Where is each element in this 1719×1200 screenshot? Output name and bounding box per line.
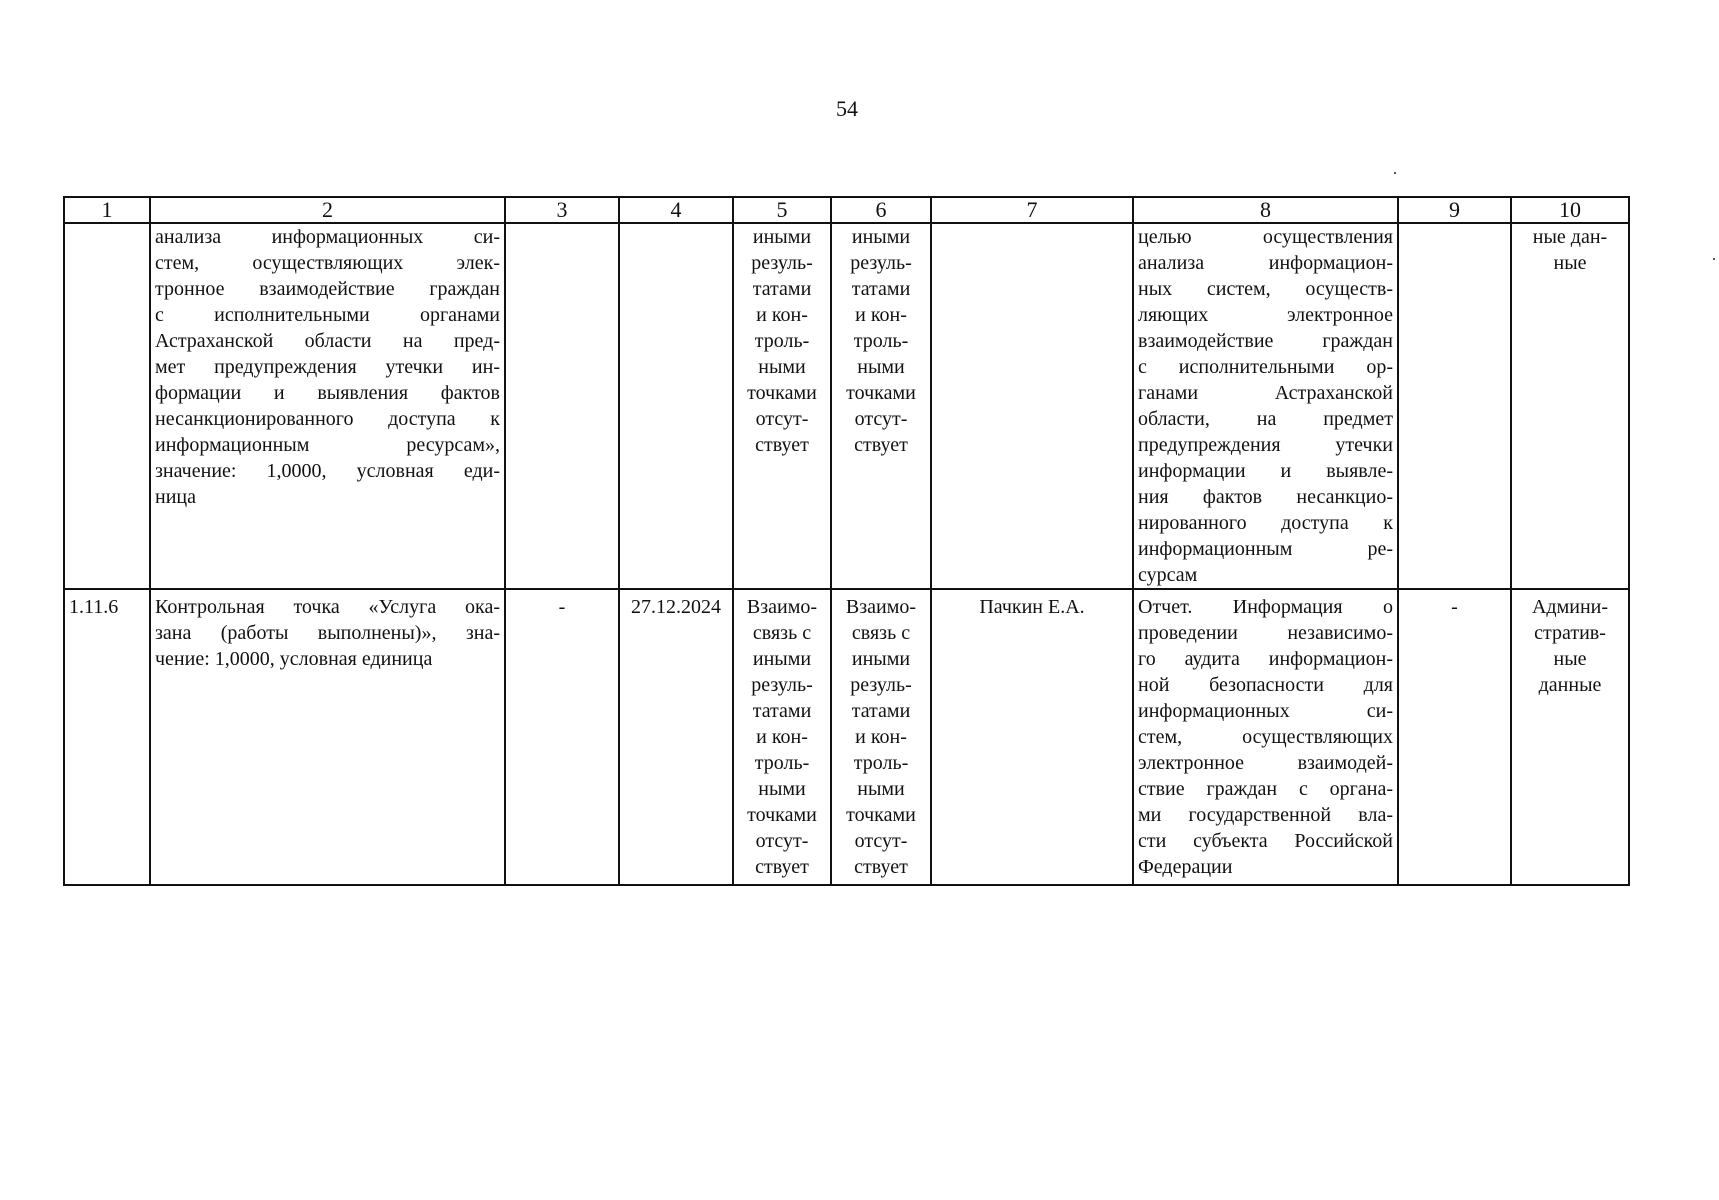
predecessor-cell bbox=[733, 589, 831, 885]
cell-line: нированного доступа к bbox=[1138, 512, 1393, 534]
cell-line: и кон- bbox=[756, 304, 808, 326]
start-date-cell bbox=[505, 223, 619, 589]
cell-line: Отчет. Информация о bbox=[1138, 596, 1393, 618]
header-cell: 9 bbox=[1398, 197, 1511, 223]
cell-line: взаимодействие граждан bbox=[1138, 330, 1393, 352]
cell-line: иными bbox=[752, 226, 812, 248]
header-cell: 2 bbox=[150, 197, 505, 223]
header-cell: 10 bbox=[1511, 197, 1629, 223]
predecessor-cell bbox=[733, 223, 831, 589]
result-description-cell bbox=[1133, 589, 1398, 885]
data-source-cell bbox=[1511, 223, 1629, 589]
cell-line: и кон- bbox=[756, 726, 808, 748]
responsible-cell: Пачкин Е.А. bbox=[931, 589, 1133, 885]
cell-line: информационных си- bbox=[1138, 700, 1393, 722]
cell-line: сти субъекта Российской bbox=[1138, 830, 1393, 852]
cell-line: предупреждения утечки bbox=[1138, 434, 1393, 456]
cell-line: отсут- bbox=[854, 830, 908, 852]
indicator-name-cell bbox=[150, 589, 505, 885]
table-row bbox=[64, 589, 1629, 885]
cell-line: информации и выявле- bbox=[1138, 460, 1393, 482]
cell-line: ствует bbox=[755, 434, 809, 456]
cell-line: с исполнительными органами bbox=[155, 304, 500, 326]
cell-line: резуль- bbox=[850, 252, 912, 274]
cell-line: ными bbox=[758, 778, 806, 800]
cell-line: отсут- bbox=[755, 408, 809, 430]
cell-line: резуль- bbox=[751, 252, 813, 274]
cell-line: связь с bbox=[752, 622, 812, 644]
cell-line: ными bbox=[758, 356, 806, 378]
cell-line: резуль- bbox=[751, 674, 813, 696]
cell-line: татами bbox=[752, 278, 812, 300]
cell-line: анализа информационных си- bbox=[155, 226, 500, 248]
header-cell: 4 bbox=[619, 197, 733, 223]
end-date-cell: 27.12.2024 bbox=[619, 589, 733, 885]
cell-line: связь с bbox=[851, 622, 911, 644]
cell-line: формации и выявления фактов bbox=[155, 382, 500, 404]
cell-line: Взаимо- bbox=[845, 596, 917, 618]
cell-line: ствие граждан с органа- bbox=[1138, 778, 1393, 800]
cell-line: стратив- bbox=[1534, 622, 1606, 644]
cell-line: отсут- bbox=[755, 830, 809, 852]
cell-line: точками bbox=[846, 804, 916, 826]
cell-line: с исполнительными ор- bbox=[1138, 356, 1393, 378]
scan-speck bbox=[1713, 258, 1715, 260]
cell-line: области, на предмет bbox=[1138, 408, 1393, 430]
cell-line: иными bbox=[851, 648, 911, 670]
cell-line: анализа информацион- bbox=[1138, 252, 1393, 274]
cell-line: целью осуществления bbox=[1138, 226, 1393, 248]
header-cell: 8 bbox=[1133, 197, 1398, 223]
cell-line: резуль- bbox=[850, 674, 912, 696]
cell-line: троль- bbox=[853, 330, 909, 352]
cell-line: ных систем, осуществ- bbox=[1138, 278, 1393, 300]
cell-line: значение: 1,0000, условная еди- bbox=[155, 460, 500, 482]
cell-line: мет предупреждения утечки ин- bbox=[155, 356, 500, 378]
cell-line: ствует bbox=[755, 856, 809, 878]
cell-line: троль- bbox=[853, 752, 909, 774]
cell-line: отсут- bbox=[854, 408, 908, 430]
page-number: 54 bbox=[836, 96, 858, 121]
cell-line: информационным ресурсам», bbox=[155, 434, 500, 456]
cell-line: ными bbox=[857, 356, 905, 378]
end-date-cell bbox=[619, 223, 733, 589]
cell-line: Федерации bbox=[1138, 856, 1233, 878]
cell-line: и кон- bbox=[855, 726, 907, 748]
header-cell: 1 bbox=[64, 197, 150, 223]
cell-line: татами bbox=[851, 700, 911, 722]
table-row bbox=[64, 223, 1629, 589]
cell-line: иными bbox=[752, 648, 812, 670]
row-number-cell bbox=[64, 223, 150, 589]
cell-line: ной безопасности для bbox=[1138, 674, 1393, 696]
header-cell: 6 bbox=[831, 197, 931, 223]
row-number-cell: 1.11.6 bbox=[64, 589, 150, 885]
cell-line: сурсам bbox=[1138, 564, 1198, 586]
cell-line: несанкционированного доступа к bbox=[155, 408, 500, 430]
cell-line: татами bbox=[752, 700, 812, 722]
cell-line: ствует bbox=[854, 856, 908, 878]
cell-line: информационным ре- bbox=[1138, 538, 1393, 560]
start-date-cell: - bbox=[505, 589, 619, 885]
cell-line: Взаимо- bbox=[746, 596, 818, 618]
successor-cell bbox=[831, 589, 931, 885]
cell-line: ми государственной вла- bbox=[1138, 804, 1393, 826]
cell-line: Админи- bbox=[1531, 596, 1609, 618]
scan-speck bbox=[1394, 172, 1396, 174]
cell-line: проведении независимо- bbox=[1138, 622, 1393, 644]
cell-line: чение: 1,0000, условная единица bbox=[155, 648, 433, 670]
document-table bbox=[63, 196, 1630, 886]
cell-line: го аудита информацион- bbox=[1138, 648, 1393, 670]
data-source-cell bbox=[1511, 589, 1629, 885]
cell-line: точками bbox=[747, 382, 817, 404]
cell-line: ствует bbox=[854, 434, 908, 456]
indicator-name-cell bbox=[150, 223, 505, 589]
cell-line: зана (работы выполнены)», зна- bbox=[155, 622, 500, 644]
cell-line: стем, осуществляющих bbox=[1138, 726, 1393, 748]
cell-line: ные bbox=[1553, 648, 1587, 670]
cell-line: электронное взаимодей- bbox=[1138, 752, 1393, 774]
cell-line: троль- bbox=[754, 752, 810, 774]
cell-line: ганами Астраханской bbox=[1138, 382, 1393, 404]
cell-line: Контрольная точка «Услуга ока- bbox=[155, 596, 500, 618]
successor-cell bbox=[831, 223, 931, 589]
table-header-row bbox=[64, 197, 1629, 223]
header-cell: 5 bbox=[733, 197, 831, 223]
cell-line: троль- bbox=[754, 330, 810, 352]
cell-line: ными bbox=[857, 778, 905, 800]
cell-line: татами bbox=[851, 278, 911, 300]
system-cell bbox=[1398, 223, 1511, 589]
result-description-cell bbox=[1133, 223, 1398, 589]
cell-line: ные дан- bbox=[1532, 226, 1608, 248]
cell-line: и кон- bbox=[855, 304, 907, 326]
cell-line: данные bbox=[1538, 674, 1602, 696]
cell-line: ные bbox=[1553, 252, 1587, 274]
responsible-cell bbox=[931, 223, 1133, 589]
header-cell: 3 bbox=[505, 197, 619, 223]
cell-line: точками bbox=[846, 382, 916, 404]
cell-line: стем, осуществляющих элек- bbox=[155, 252, 500, 274]
system-cell: - bbox=[1398, 589, 1511, 885]
cell-line: ния фактов несанкцио- bbox=[1138, 486, 1393, 508]
cell-line: ница bbox=[155, 486, 196, 508]
cell-line: иными bbox=[851, 226, 911, 248]
cell-line: точками bbox=[747, 804, 817, 826]
cell-line: ляющих электронное bbox=[1138, 304, 1393, 326]
cell-line: тронное взаимодействие граждан bbox=[155, 278, 500, 300]
cell-line: Астраханской области на пред- bbox=[155, 330, 500, 352]
header-cell: 7 bbox=[931, 197, 1133, 223]
